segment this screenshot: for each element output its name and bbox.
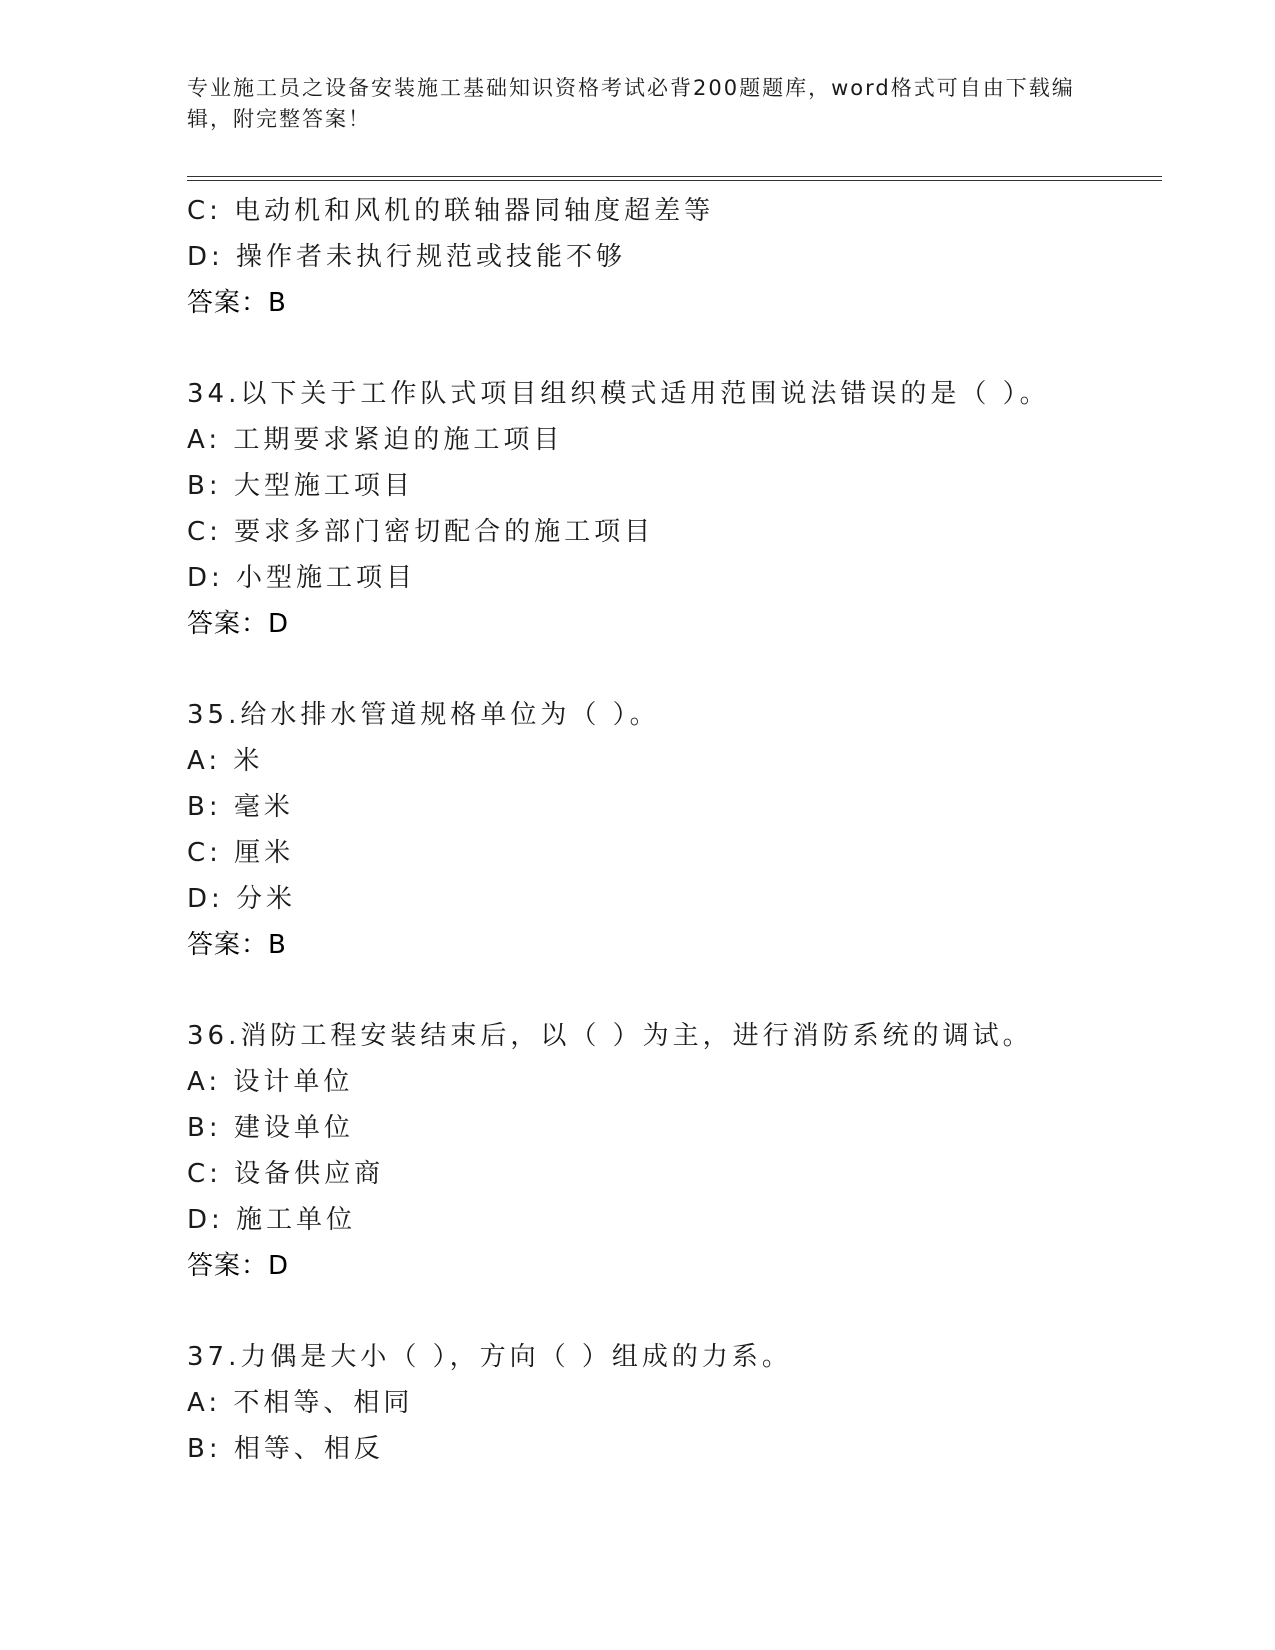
question-list [187, 188, 1162, 1472]
option-line: C: 电动机和风机的联轴器同轴度超差等 [187, 196, 715, 226]
header-double-rule [187, 176, 1162, 181]
option-line: A: 不相等、相同 [187, 1388, 414, 1418]
option-line: C: 要求多部门密切配合的施工项目 [187, 517, 655, 547]
option-line: A: 米 [187, 746, 264, 776]
option-line: D: 操作者未执行规范或技能不够 [187, 242, 627, 272]
answer-line: 答案：D [187, 1251, 290, 1281]
option-line: A: 工期要求紧迫的施工项目 [187, 425, 564, 455]
option-line: D: 施工单位 [187, 1205, 357, 1235]
option-line: A: 设计单位 [187, 1067, 354, 1097]
option-line: D: 小型施工项目 [187, 563, 417, 593]
option-line: B: 相等、相反 [187, 1434, 384, 1464]
question-spacer [187, 968, 1162, 1013]
question-stem: 34.以下关于工作队式项目组织模式适用范围说法错误的是（ ）。 [187, 379, 1050, 409]
answer-line: 答案：D [187, 609, 290, 639]
answer-line: 答案：B [187, 930, 287, 960]
option-line: B: 毫米 [187, 792, 294, 822]
answer-line: 答案：B [187, 288, 287, 318]
question-stem: 37.力偶是大小（ ），方向（ ）组成的力系。 [187, 1342, 792, 1372]
question-spacer [187, 1289, 1162, 1334]
page-header-title: 专业施工员之设备安装施工基础知识资格考试必背200题题库，word格式可自由下载编辑，附完整答案！ [187, 76, 1075, 131]
option-line: C: 厘米 [187, 838, 295, 868]
option-line: B: 建设单位 [187, 1113, 354, 1143]
option-line: D: 分米 [187, 884, 297, 914]
option-line: B: 大型施工项目 [187, 471, 414, 501]
question-spacer [187, 326, 1162, 371]
question-stem: 35.给水排水管道规格单位为（ ）。 [187, 700, 660, 730]
question-stem: 36.消防工程安装结束后，以（ ）为主，进行消防系统的调试。 [187, 1021, 1033, 1051]
option-line: C: 设备供应商 [187, 1159, 385, 1189]
question-spacer [187, 647, 1162, 692]
